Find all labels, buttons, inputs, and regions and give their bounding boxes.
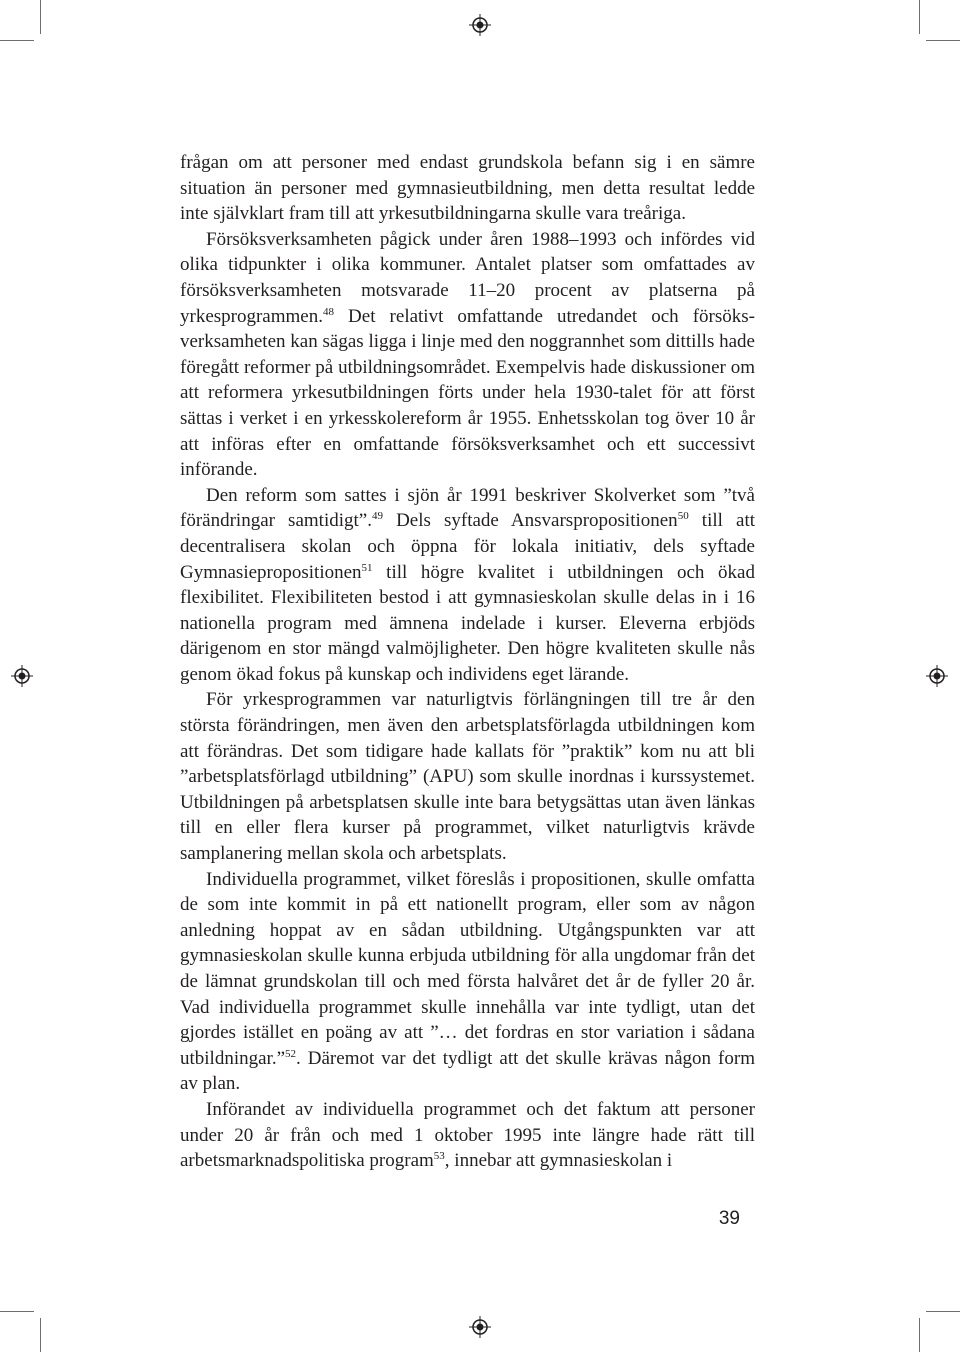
text-run: Individuella programmet, vilket föreslås i propositionen, skulle omfatta de som inte kommit in på ett nationellt program, eller som av någon anledning hoppat av en sådan utbildning. Utgångspunkten var att gymnasieskolan skulle kunna erbjuda utbildning för alla ungdomar från det de lämnat grundskolan till och med första halvåret det år de fyller 20 år. Vad individuella programmet skulle innehålla var inte tydligt, utan det gjordes istället en poäng av att ”… det fordras en stor variation i sådana utbildningar.” [180,868,755,1069]
registration-mark-icon [926,665,948,687]
text-run: Det relativt omfattande utredandet och försöksverksamheten kan sägas ligga i linje med den noggrannhet som dittills hade föregått reformer på utbildningsområdet. Exempelvis hade diskussioner om att reformera yrkesutbildningen förts under hela 1930-talet för att först sättas i verket i en yrkesskolereform år 1955. Enhetsskolan tog över 10 år att införas efter en omfattande försöksverksamhet och ett successivt införande. [180,305,755,481]
paragraph [180,1097,755,1174]
text-run: till högre kvalitet i utbildningen och ökad flexibilitet. Flexibiliteten bestod i att gymnasieskolan skulle delas in i 16 nationella program med ämnena indelade i kurser. Eleverna erbjöds därigenom en stor mängd valmöjligheter. Den högre kvaliteten skulle nås genom ökad fokus på kunskap och individens eget lärande. [180,561,755,685]
paragraph [180,867,755,1097]
text-run: Dels syftade Ansvarspropositionen [382,510,678,532]
text-run: Försöksverksamheten pågick under åren 1988–1993 och infördes vid olika tidpunkter i olika kommuner. Antalet platser som omfattades av försöksverksamheten motsvarade 11–20 procent av platserna på yrkesprogrammen. [180,228,755,327]
text-run: , innebar att gymnasieskolan i [444,1150,673,1172]
crop-mark-bottom-right-h [926,1311,960,1312]
crop-mark-bottom-right [919,1318,920,1352]
text-run: frågan om att personer med endast grundskola befann sig i en sämre situation än personer med gymnasieutbildning, men detta resultat ledde inte självklart fram till att yrkesutbildningarna skulle vara treåriga. [180,152,755,225]
crop-mark-top-left-h [0,40,34,41]
footnote-ref: 50 [677,510,689,523]
crop-mark-top-left [40,0,41,34]
page-number: 39 [718,1208,740,1229]
text-run: För yrkesprogrammen var naturligtvis förlängningen till tre år den största förändringen, men även den arbetsplatsförlagda utbildningen kom att förändras. Det som tidigare hade kallats för ”praktik” kom nu att bli ”arbetsplatsförlagd utbildning” (APU) som skulle inordnas i kurssystemet. Utbildningen på arbetsplatsen skulle inte bara betygsättas utan även länkas till en eller flera kurser på programmet, vilket naturligtvis krävde samplanering mellan skola och arbetsplats. [180,689,755,865]
footnote-ref: 53 [433,1150,445,1163]
registration-mark-icon [469,1316,491,1338]
paragraph [180,483,755,688]
text-run: . Däremot var det tydligt att det skulle krävas någon form av plan. [180,1047,755,1095]
footnote-ref: 52 [285,1047,297,1060]
paragraph [180,150,755,227]
registration-mark-icon [11,665,33,687]
registration-mark-icon [469,14,491,36]
body-text [180,150,755,1174]
footnote-ref: 49 [371,510,383,523]
crop-mark-bottom-left-h [0,1311,34,1312]
footnote-ref: 51 [361,561,373,574]
text-run: Införandet av individuella programmet och det faktum att personer under 20 år från och med 1 oktober 1995 inte längre hade rätt till arbetsmarknadspolitiska program [180,1098,755,1172]
paragraph [180,227,755,483]
crop-mark-bottom-left [40,1318,41,1352]
crop-mark-top-right [919,0,920,34]
footnote-ref: 48 [322,305,334,318]
text-run: Den reform som sattes i sjön år 1991 beskriver Skolverket som ”två förändringar samtidigt”. [180,484,755,532]
text-run: till att decentralisera skolan och öppna för lokala initiativ, dels syftade Gymnasiepropositionen [180,510,756,583]
paragraph [180,687,755,866]
crop-mark-top-right-h [926,40,960,41]
